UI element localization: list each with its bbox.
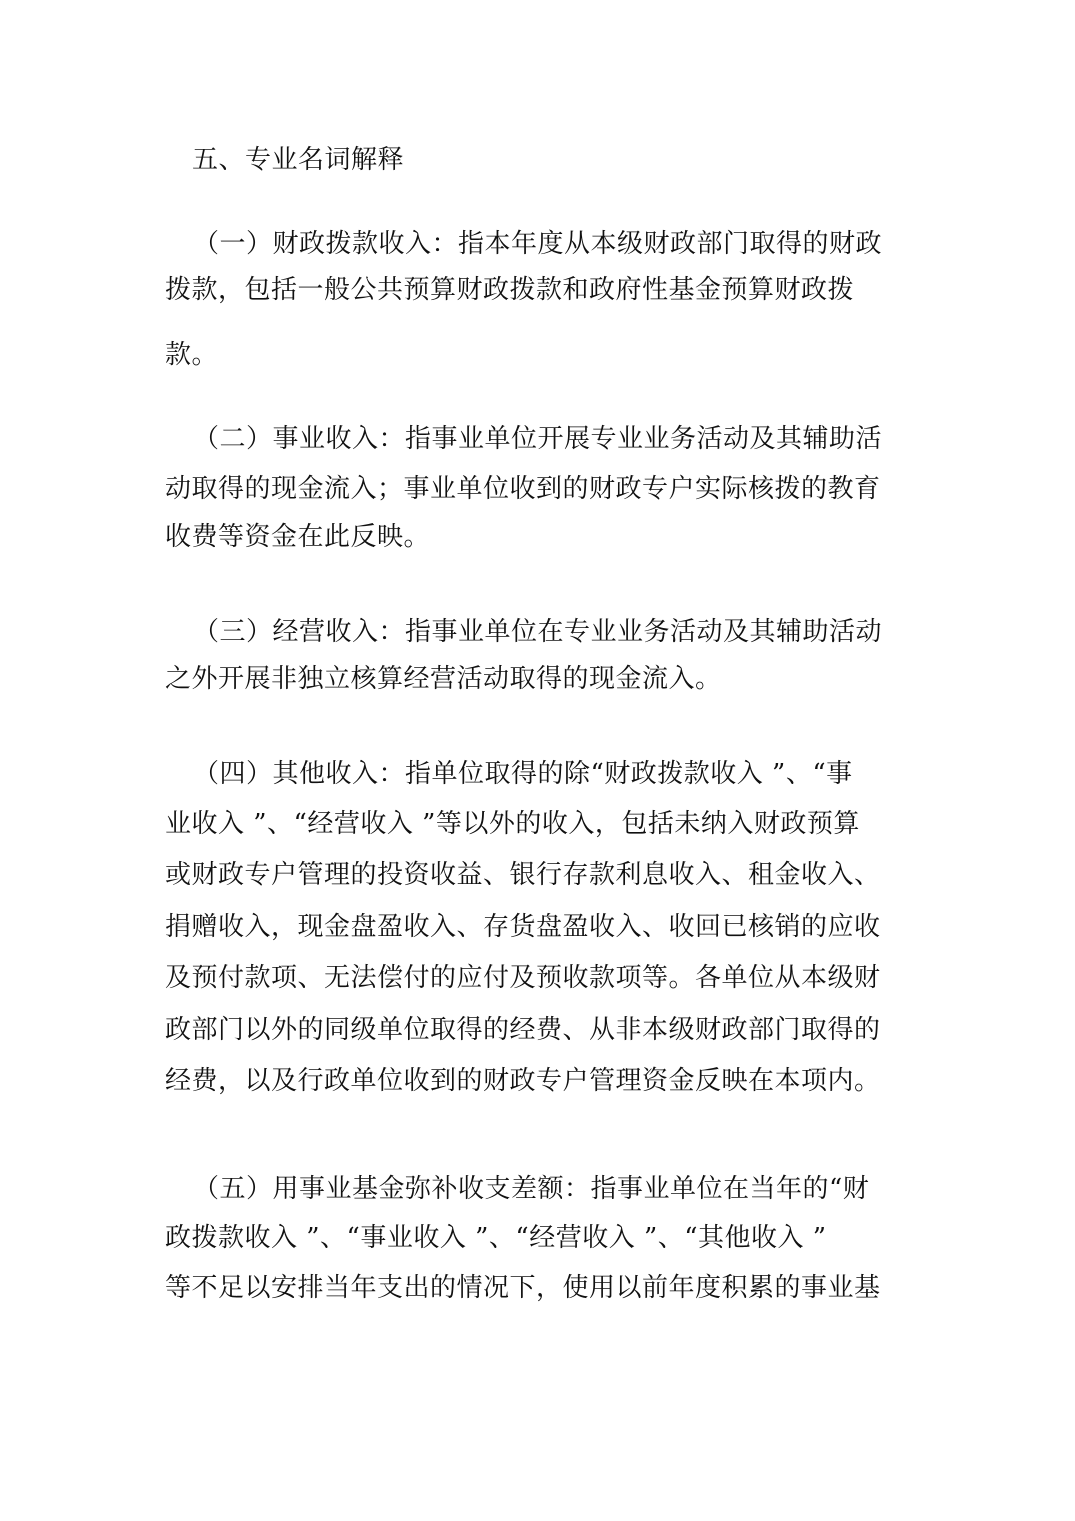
paragraph-line: （五）用事业基金弥补收支差额：指事业单位在当年的“财 xyxy=(193,1174,870,1204)
paragraph-line: 政部门以外的同级单位取得的经费、从非本级财政部门取得的 xyxy=(165,1015,881,1045)
paragraph-line: 经费，以及行政单位收到的财政专户管理资金反映在本项内。 xyxy=(165,1066,881,1096)
paragraph-line: 政拨款收入 ”、“事业收入 ”、“经营收入 ”、“其他收入 ” xyxy=(165,1223,827,1253)
paragraph-line: 或财政专户管理的投资收益、银行存款利息收入、租金收入、 xyxy=(165,860,881,890)
paragraph-line: 等不足以安排当年支出的情况下，使用以前年度积累的事业基 xyxy=(165,1273,881,1303)
paragraph-line: 款。 xyxy=(165,340,219,370)
paragraph-line: （四）其他收入：指单位取得的除“财政拨款收入 ”、“事 xyxy=(193,759,853,789)
paragraph-line: （一）财政拨款收入：指本年度从本级财政部门取得的财政 xyxy=(193,229,883,259)
paragraph-line: （二）事业收入：指事业单位开展专业业务活动及其辅助活 xyxy=(193,424,883,454)
paragraph-line: 拨款，包括一般公共预算财政拨款和政府性基金预算财政拨 xyxy=(165,275,855,305)
paragraph-line: 及预付款项、无法偿付的应付及预收款项等。各单位从本级财 xyxy=(165,963,881,993)
paragraph-line: （三）经营收入：指事业单位在专业业务活动及其辅助活动 xyxy=(193,617,883,647)
paragraph-line: 动取得的现金流入；事业单位收到的财政专户实际核拨的教育 xyxy=(165,474,881,504)
paragraph-line: 捐赠收入，现金盘盈收入、存货盘盈收入、收回已核销的应收 xyxy=(165,912,881,942)
paragraph-line: 收费等资金在此反映。 xyxy=(165,522,431,552)
paragraph-line: 业收入 ”、“经营收入 ”等以外的收入，包括未纳入财政预算 xyxy=(165,809,860,839)
paragraph-line: 之外开展非独立核算经营活动取得的现金流入。 xyxy=(165,664,722,694)
section-heading: 五、专业名词解释 xyxy=(192,145,405,175)
